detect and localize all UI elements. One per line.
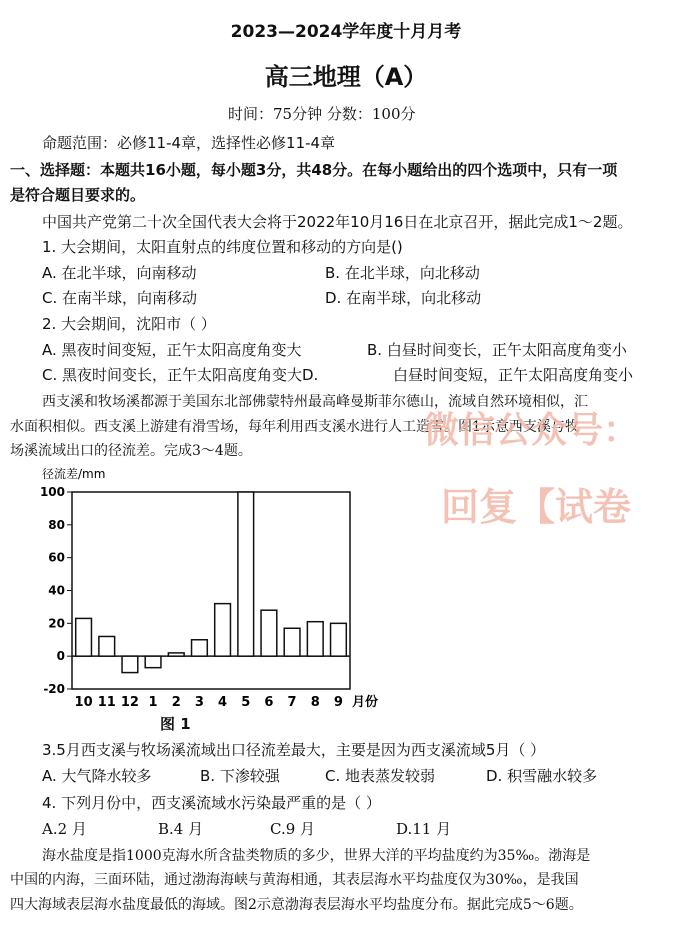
x-tick-label: 4 xyxy=(218,695,228,710)
q1-option-a: A. 在北半球，向南移动 xyxy=(42,264,197,282)
q4-option-a: A.2 月 xyxy=(42,820,87,838)
bar xyxy=(261,610,277,656)
subject-title: 高三地理（A） xyxy=(264,63,428,91)
bar xyxy=(99,636,115,656)
x-tick-label: 5 xyxy=(241,695,251,710)
time-score: 时间：75分钟 分数：100分 xyxy=(228,105,416,123)
section-heading-line1: 一、选择题：本题共16小题，每小题3分，共48分。在每小题给出的四个选项中，只有一项 xyxy=(10,161,618,179)
q2-stem: 2. 大会期间，沈阳市（ ） xyxy=(42,315,216,333)
watermark-line2: 回复【试卷 xyxy=(441,485,632,529)
q4-option-c: C.9 月 xyxy=(270,820,316,838)
x-tick-label: 1 xyxy=(148,695,158,710)
passage-2-line1: 西支溪和牧场溪都源于美国东北部佛蒙特州最高峰曼斯菲尔德山，流域自然环境相似，汇 xyxy=(42,394,588,410)
bar xyxy=(122,656,138,672)
scope-line: 命题范围：必修11-4章，选择性必修11-4章 xyxy=(42,134,336,152)
q2-option-b: B. 白昼时间变长，正午太阳高度角变小 xyxy=(367,341,627,359)
chart-ylabel: 径流差/mm xyxy=(42,467,106,481)
y-tick-label: 40 xyxy=(48,583,65,598)
section-heading-line2: 是符合题目要求的。 xyxy=(10,186,146,204)
x-tick-label: 7 xyxy=(287,695,297,710)
passage-3-line1: 海水盐度是指1000克海水所含盐类物质的多少，世界大洋的平均盐度约为35‰。渤海是 xyxy=(42,848,591,864)
chart-caption: 图 1 xyxy=(160,715,191,733)
q4-stem: 4. 下列月份中，西支溪流域水污染最严重的是（ ） xyxy=(42,794,381,812)
passage-3-line3: 四大海域表层海水盐度最低的海域。图2示意渤海表层海水平均盐度分布。据此完成5～6题。 xyxy=(10,897,583,913)
q1-stem: 1. 大会期间，太阳直射点的纬度位置和移动的方向是() xyxy=(42,238,403,256)
q1-option-c: C. 在南半球，向南移动 xyxy=(42,289,198,307)
x-tick-label: 11 xyxy=(97,695,116,710)
bar xyxy=(331,623,347,656)
q2-option-d: 白昼时间变短，正午太阳高度角变小 xyxy=(393,366,634,384)
q2-option-a: A. 黑夜时间变短，正午太阳高度角变大 xyxy=(42,341,302,359)
passage-1: 中国共产党第二十次全国代表大会将于2022年10月16日在北京召开，据此完成1～2题。 xyxy=(42,213,633,231)
bar xyxy=(76,618,92,656)
bar xyxy=(215,604,231,657)
q4-option-d: D.11 月 xyxy=(396,820,452,838)
x-tick-label: 6 xyxy=(264,695,274,710)
bar xyxy=(238,492,254,656)
x-tick-label: 2 xyxy=(171,695,181,710)
y-tick-label: -20 xyxy=(43,682,65,696)
bar xyxy=(307,622,323,656)
q2-option-c: C. 黑夜时间变长，正午太阳高度角变大D. xyxy=(42,366,319,384)
exam-title: 2023—2024学年度十月月考 xyxy=(230,22,462,42)
watermark-line1: 微信公众号： xyxy=(423,410,640,451)
y-tick-label: 0 xyxy=(56,649,65,664)
plot-frame xyxy=(72,492,350,689)
y-tick-label: 100 xyxy=(39,485,65,499)
y-tick-label: 80 xyxy=(48,517,65,532)
x-tick-label: 10 xyxy=(74,695,93,710)
q3-option-a: A. 大气降水较多 xyxy=(42,767,152,785)
bar xyxy=(284,628,300,656)
bar xyxy=(168,653,184,656)
x-tick-label: 8 xyxy=(310,695,320,710)
y-tick-label: 60 xyxy=(48,550,65,565)
y-tick-label: 20 xyxy=(48,616,65,631)
q1-option-b: B. 在北半球，向北移动 xyxy=(325,264,480,282)
x-axis-label: 月份 xyxy=(352,695,379,710)
x-tick-label: 12 xyxy=(120,695,139,710)
q4-option-b: B.4 月 xyxy=(158,820,204,838)
x-tick-label: 3 xyxy=(194,695,204,710)
q3-option-d: D. 积雪融水较多 xyxy=(486,767,598,785)
q3-stem: 3.5月西支溪与牧场溪流域出口径流差最大，主要是因为西支溪流域5月（ ） xyxy=(42,741,546,759)
passage-2-line3: 场溪流域出口的径流差。完成3～4题。 xyxy=(10,443,252,459)
passage-3-line2: 中国的内海，三面环陆，通过渤海海峡与黄海相通，其表层海水平均盐度仅为30‰，是我国 xyxy=(10,872,579,888)
bar xyxy=(145,656,161,667)
x-tick-label: 9 xyxy=(333,695,343,710)
runoff-chart xyxy=(28,462,379,732)
passage-2-line2: 水面积相似。西支溪上游建有滑雪场，每年利用西支溪水进行人工造雪。图1示意西支溪与牧 xyxy=(10,419,579,435)
q3-option-b: B. 下渗较强 xyxy=(200,767,280,785)
q1-option-d: D. 在南半球，向北移动 xyxy=(325,289,482,307)
bar xyxy=(192,640,208,656)
q3-option-c: C. 地表蒸发较弱 xyxy=(325,767,436,785)
